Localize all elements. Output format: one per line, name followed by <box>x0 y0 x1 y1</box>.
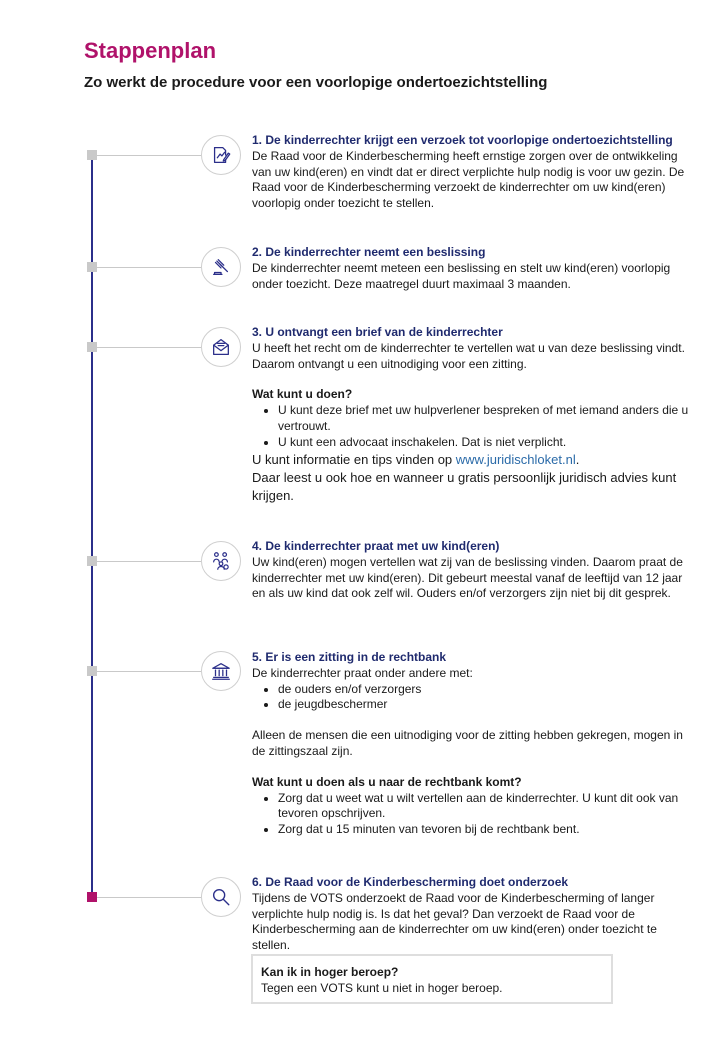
step-title: 3. U ontvangt een brief van de kinderrechter <box>252 325 503 339</box>
step-6 <box>252 875 698 954</box>
timeline-marker <box>87 262 97 272</box>
appeal-box <box>251 954 613 1004</box>
page-title: Stappenplan <box>84 38 217 63</box>
document-pen-icon <box>201 135 241 175</box>
step-body: De kinderrechter praat onder andere met: <box>252 665 473 680</box>
timeline-marker-end <box>87 892 97 902</box>
step-title: 5. Er is een zitting in de rechtbank <box>252 650 447 664</box>
step-title: 1. De kinderrechter krijgt een verzoek tot voorlopige ondertoezichtstelling <box>252 133 673 147</box>
step-3 <box>252 325 698 505</box>
list-item: • de ouders en/of verzorgers <box>278 682 698 698</box>
step-body: De Raad voor de Kinderbescherming heeft ernstige zorgen over de ontwikkeling van uw kind(eren) en vindt dat er direct verplichte hulp nodig is voor uw gezin. De Raad voor de Kinderbescherming verzoekt de kinderrechter om uw kind(eren) voorlopig onder toezicht te stellen. <box>252 148 685 211</box>
timeline-connector <box>97 671 201 672</box>
info-suffix: . <box>575 451 580 467</box>
envelope-icon <box>201 327 241 367</box>
timeline-marker <box>87 556 97 566</box>
timeline-marker <box>87 342 97 352</box>
step-title: 2. De kinderrechter neemt een beslissing <box>252 245 486 259</box>
juridisch-loket-link[interactable]: www.juridischloket.nl <box>455 451 576 467</box>
list-item: • de jeugdbeschermer <box>278 697 698 713</box>
courthouse-icon <box>201 651 241 691</box>
step-body: U heeft het recht om de kinderrechter te vertellen wat u van deze beslissing vindt. Daarom ontvangt u een uitnodiging voor een zitting. <box>252 340 685 371</box>
timeline-connector <box>97 561 201 562</box>
timeline-marker <box>87 666 97 676</box>
list-item: • U kunt deze brief met uw hulpverlener bespreken of met iemand anders die u vertrouwt. <box>278 403 698 435</box>
step-body: Tijdens de VOTS onderzoekt de Raad voor de Kinderbescherming of langer verplichte hulp nodig is. Is dat het geval? Dan verzoekt de Raad voor de Kinderbescherming aan de kinderrechter om uw kind(eren) onder toezicht te stellen. <box>252 890 657 953</box>
timeline-marker <box>87 150 97 160</box>
info-extra: Daar leest u ook hoe en wanneer u gratis persoonlijk juridisch advies kunt krijgen. <box>252 469 677 503</box>
step-title: 4. De kinderrechter praat met uw kind(eren) <box>252 539 500 553</box>
family-icon <box>201 541 241 581</box>
list-item: • U kunt een advocaat inschakelen. Dat is niet verplicht. <box>278 435 698 451</box>
step-2 <box>252 245 698 292</box>
step-5 <box>252 650 698 838</box>
step-4 <box>252 539 698 602</box>
step-subheading: Wat kunt u doen als u naar de rechtbank komt? <box>252 774 522 789</box>
info-text <box>252 451 698 469</box>
magnifier-icon <box>201 877 241 917</box>
bullet-list <box>252 403 698 450</box>
timeline-connector <box>97 155 201 156</box>
step-body-2: Alleen de mensen die een uitnodiging voor de zitting hebben gekregen, mogen in de zittingszaal zijn. <box>252 728 683 758</box>
appeal-answer: Tegen een VOTS kunt u niet in hoger beroep. <box>261 980 503 995</box>
step-1 <box>252 133 698 212</box>
appeal-question: Kan ik in hoger beroep? <box>261 965 399 979</box>
gavel-icon <box>201 247 241 287</box>
step-subheading: Wat kunt u doen? <box>252 387 353 402</box>
timeline-connector <box>97 347 201 348</box>
bullet-list <box>252 791 698 838</box>
step-body: Uw kind(eren) mogen vertellen wat zij van de beslissing vinden. Daarom praat de kinderrechter met uw kind(eren). Dit gebeurt meestal vanaf de leeftijd van 12 jaar en als uw kind dat ook zelf wil. Ouders en/of verzorgers zijn niet bij dit gesprek. <box>252 554 683 601</box>
list-item: • Zorg dat u 15 minuten van tevoren bij de rechtbank bent. <box>278 822 698 838</box>
info-prefix: U kunt informatie en tips vinden op <box>252 451 456 467</box>
page-subtitle: Zo werkt de procedure voor een voorlopige ondertoezichtstelling <box>84 74 548 91</box>
step-body: De kinderrechter neemt meteen een beslissing en stelt uw kind(eren) voorlopig onder toezicht. Deze maatregel duurt maximaal 3 maanden. <box>252 260 671 291</box>
bullet-list <box>252 682 698 714</box>
timeline-connector <box>97 267 201 268</box>
step-title: 6. De Raad voor de Kinderbescherming doet onderzoek <box>252 875 569 889</box>
timeline-connector <box>97 897 201 898</box>
list-item: • Zorg dat u weet wat u wilt vertellen aan de kinderrechter. U kunt dit ook van tevoren opschrijven. <box>278 791 698 823</box>
